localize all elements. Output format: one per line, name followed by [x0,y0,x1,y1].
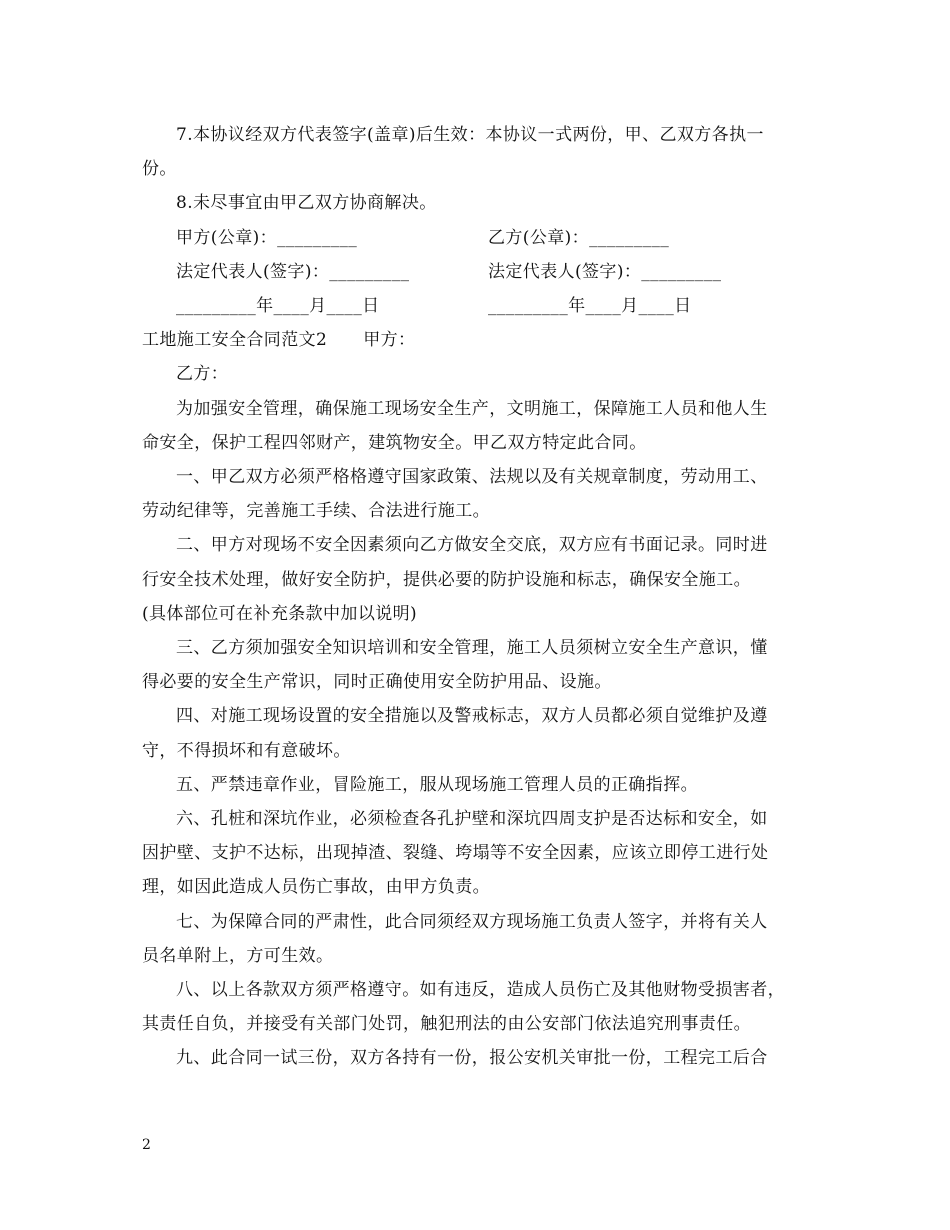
body-line: 八、以上各款双方须严格遵守。如有违反，造成人员伤亡及其他财物受损害者， [176,980,785,1001]
body-line: 九、此合同一试三份，双方各持有一份，报公安机关审批一份，工程完工后合 [176,1048,768,1069]
clause-7-line-2: 份。 [142,159,177,180]
contract-title: 工地施工安全合同范文2 [142,330,328,351]
body-line: 一、甲乙双方必须严格格遵守国家政策、法规以及有关规章制度，劳动用工、 [176,467,768,488]
body-line: 劳动纪律等，完善施工手续、合法进行施工。 [142,501,490,522]
party-b-representative: 法定代表人(签字)：_________ [488,261,722,282]
body-line: 得必要的安全生产常识，同时正确使用安全防护用品、设施。 [142,672,612,693]
body-line: 行安全技术处理，做好安全防护，提供必要的防护设施和标志，确保安全施工。 [142,569,751,590]
body-line: 命安全，保护工程四邻财产，建筑物安全。甲乙双方特定此合同。 [142,432,647,453]
signature-rep-row [142,255,812,289]
body-line: 三、乙方须加强安全知识培训和安全管理，施工人员须树立安全生产意识，懂 [176,638,768,659]
body-line: 其责任自负，并接受有关部门处罚，触犯刑法的由公安部门依法追究刑事责任。 [142,1014,751,1035]
clause-7-line-1: 7.本协议经双方代表签字(盖章)后生效：本协议一式两份，甲、乙双方各执一 [176,125,764,145]
body-line: 因护壁、支护不达标，出现掉渣、裂缝、垮塌等不安全因素，应该立即停工进行处 [142,843,769,864]
party-a-label: 甲方： [363,330,416,351]
party-a-date: _________年____月____日 [176,296,380,317]
party-b-label: 乙方： [176,364,229,385]
signature-seal-row [142,221,812,255]
body-line: 六、孔桩和深坑作业，必须检查各孔护壁和深坑四周支护是否达标和安全，如 [176,809,768,830]
body-line: 五、严禁违章作业，冒险施工，服从现场施工管理人员的正确指挥。 [176,774,698,795]
contract-title-line [142,323,812,357]
page-number: 2 [142,1137,151,1153]
body-line: 为加强安全管理，确保施工现场安全生产，文明施工，保障施工人员和他人生 [176,398,768,419]
body-line: 七、为保障合同的严肃性，此合同须经双方现场施工负责人签字，并将有关人 [176,911,768,932]
document-body [142,118,812,1076]
body-line: 四、对施工现场设置的安全措施以及警戒标志，双方人员都必须自觉维护及遵 [176,706,768,727]
body-line: 理，如因此造成人员伤亡事故，由甲方负责。 [142,877,490,898]
party-a-representative: 法定代表人(签字)：_________ [176,261,410,282]
body-line: 员名单附上，方可生效。 [142,945,334,966]
body-line: (具体部位可在补充条款中加以说明) [142,603,418,624]
party-b-seal: 乙方(公章)：_________ [488,227,670,248]
party-a-seal: 甲方(公章)：_________ [176,227,358,248]
signature-date-row [142,289,812,323]
party-b-date: _________年____月____日 [488,296,692,317]
clause-8: 8.未尽事宜由甲乙双方协商解决。 [176,193,437,214]
body-line: 守，不得损坏和有意破坏。 [142,740,351,761]
body-line: 二、甲方对现场不安全因素须向乙方做安全交底，双方应有书面记录。同时进 [176,535,768,556]
